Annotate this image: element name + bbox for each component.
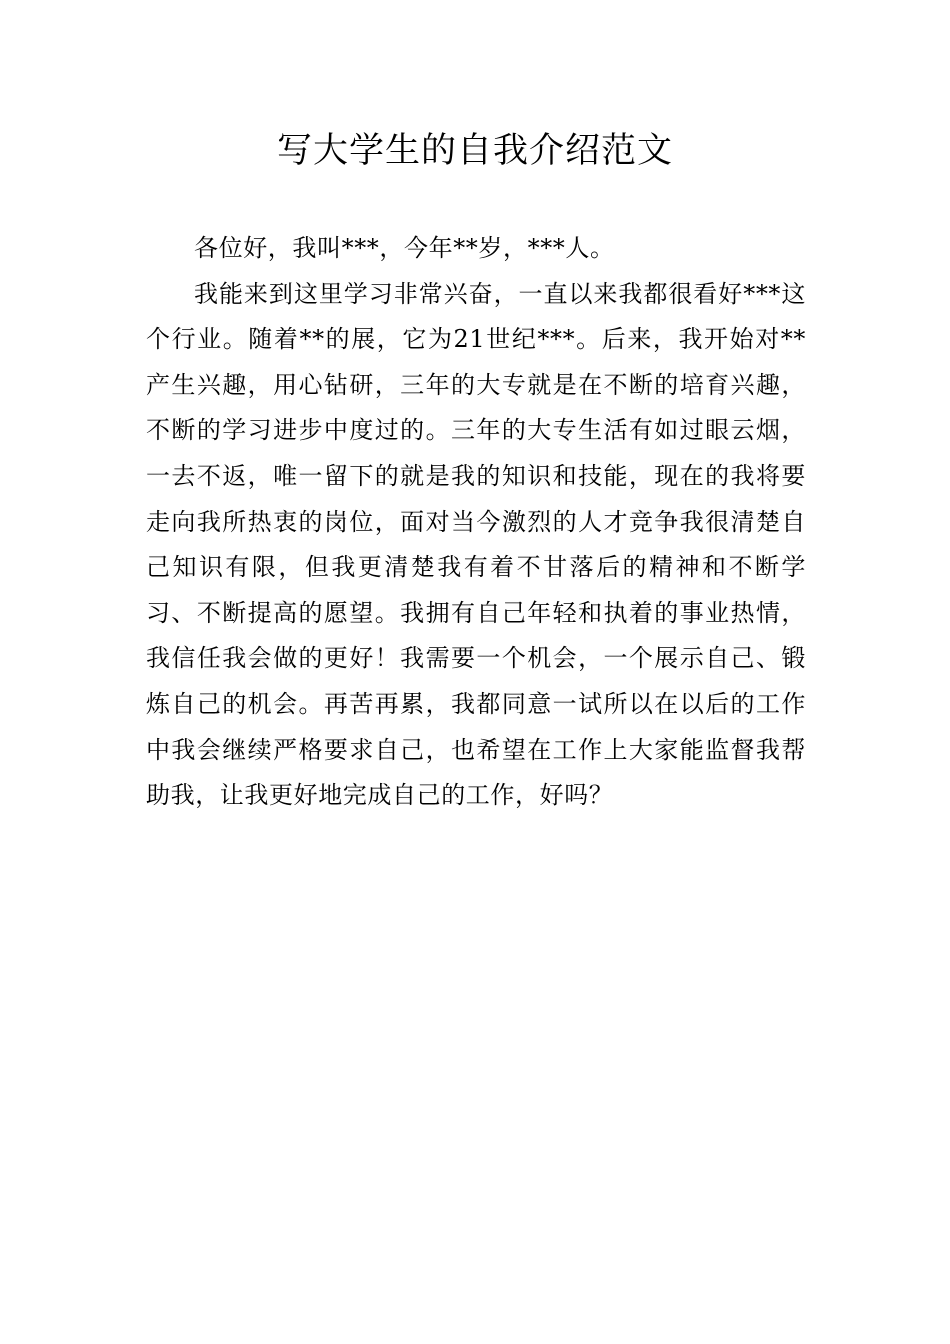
paragraph-greeting: 各位好，我叫***，今年**岁，***人。	[194, 234, 615, 262]
document-title: 写大学生的自我介绍范文	[276, 131, 673, 171]
document-body	[146, 226, 806, 819]
paragraph-main: 我能来到这里学习非常兴奋，一直以来我都很看好***这个行业。随着**的展，它为21世纪***。后来，我开始对**产生兴趣，用心钻研，三年的大专就是在不断的培育兴趣，不断的学习进步中度过的。三年的大专生活有如过眼云烟，一去不返，唯一留下的就是我的知识和技能，现在的我将要走向我所热衷的岗位，面对当今激烈的人才竞争我很清楚自己知识有限，但我更清楚我有着不甘落后的精神和不断学习、不断提高的愿望。我拥有自己年轻和执着的事业热情，我信任我会做的更好！我需要一个机会，一个展示自己、锻炼自己的机会。再苦再累，我都同意一试所以在以后的工作中我会继续严格要求自己，也希望在工作上大家能监督我帮助我，让我更好地完成自己的工作，好吗？	[146, 279, 806, 810]
